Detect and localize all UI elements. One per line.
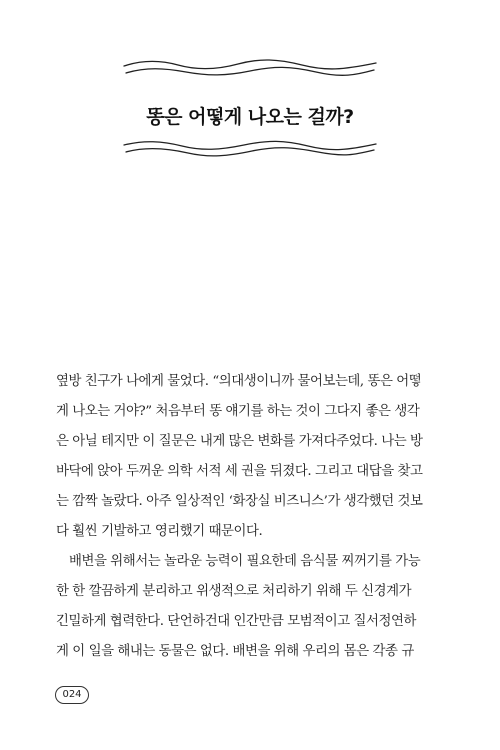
body-line: 바닥에 앉아 두꺼운 의학 서적 세 권을 뒤졌다. 그리고 대답을 찾고 — [56, 464, 423, 479]
body-line: 옆방 친구가 나에게 물었다. “의대생이니까 물어보는데, 똥은 어떻 — [56, 374, 422, 389]
body-line: 배변을 위해서는 놀라운 능력이 필요한데 음식물 찌꺼기를 가능 — [69, 554, 421, 569]
body-line: 게 나오는 거야?” 처음부터 똥 얘기를 하는 것이 그다지 좋은 생각 — [56, 404, 420, 419]
body-line: 한 한 깔끔하게 분리하고 위생적으로 처리하기 위해 두 신경계가 — [56, 584, 412, 599]
chapter-title: 똥은 어떻게 나오는 걸까? — [146, 106, 354, 128]
page-number: 024 — [55, 686, 89, 704]
body-line: 는 깜짝 놀랐다. 아주 일상적인 ‘화장실 비즈니스’가 생각했던 것보 — [56, 494, 423, 509]
body-line: 은 아닐 테지만 이 질문은 내게 많은 변화를 가져다주었다. 나는 방 — [56, 434, 423, 449]
top-wavy-ornament — [120, 58, 380, 78]
body-line: 다 훨씬 기발하고 영리했기 때문이다. — [56, 524, 263, 539]
body-text — [56, 367, 441, 667]
bottom-wavy-ornament — [120, 138, 380, 158]
body-line: 긴밀하게 협력한다. 단언하건대 인간만큼 모범적이고 질서정연하 — [56, 614, 416, 629]
body-line: 게 이 일을 해내는 동물은 없다. 배변을 위해 우리의 몸은 각종 규 — [56, 644, 414, 659]
